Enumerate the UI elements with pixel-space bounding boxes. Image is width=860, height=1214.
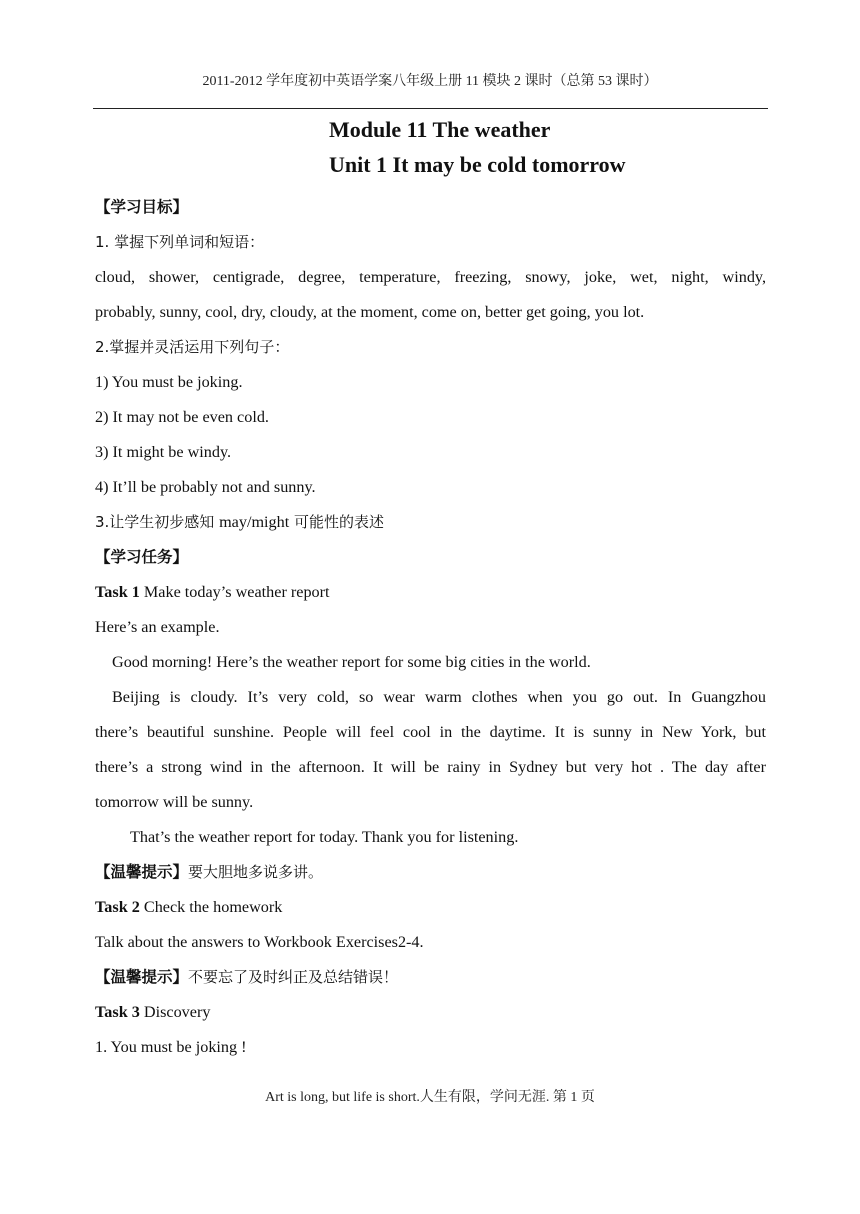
task-3-label: Task 3 (95, 1003, 140, 1021)
report-greeting: Good morning! Here’s the weather report for some big cities in the world. (112, 653, 591, 671)
task-3-name: Discovery (139, 1003, 211, 1021)
sentence-4: 4) It’ll be probably not and sunny. (95, 478, 316, 496)
task-2-tip-text: 不要忘了及时纠正及总结错误！ (188, 968, 399, 986)
report-line-4: tomorrow will be sunny. (95, 793, 254, 811)
report-line-2: there’s beautiful sunshine. People will feel cool in the daytime. It is sunny in New York, but (95, 723, 766, 741)
objective-3-suffix: 可能性的表述 (289, 513, 385, 531)
report-line-1: Beijing is cloudy. It’s very cold, so wear warm clothes when you go out. In Guangzhou (112, 688, 766, 706)
task-1-title (95, 575, 766, 610)
sentence-1: 1) You must be joking. (95, 373, 243, 391)
report-line-3: there’s a strong wind in the afternoon. It will be rainy in Sydney but very hot . The day after (95, 758, 766, 776)
sentence-3: 3) It might be windy. (95, 443, 232, 461)
task-2-title (95, 890, 766, 925)
task-1-label: Task 1 (95, 583, 140, 601)
objective-1: 1. 掌握下列单词和短语： (95, 233, 265, 251)
tasks-heading: 【学习任务】 (95, 548, 189, 566)
task-2-label: Task 2 (95, 898, 140, 916)
report-closing: That’s the weather report for today. Thank you for listening. (130, 828, 519, 846)
objective-2: 2.掌握并灵活运用下列句子： (95, 338, 290, 356)
objectives-heading: 【学习目标】 (95, 198, 189, 216)
header-divider (93, 108, 768, 109)
vocab-line-2: probably, sunny, cool, dry, cloudy, at the moment, come on, better get going, you lot. (95, 303, 645, 321)
objective-3-term: may/might (219, 513, 290, 531)
page-footer: Art is long, but life is short.人生有限，学问无涯. 第 1 页 (265, 1090, 595, 1105)
task-3-item-1: 1. You must be joking ! (95, 1038, 247, 1056)
module-title: Module 11 The weather (329, 117, 551, 142)
unit-title: Unit 1 It may be cold tomorrow (329, 152, 626, 177)
task-1-tip (95, 855, 766, 890)
task-2-tip-head: 【温馨提示】 (95, 968, 189, 986)
task-2-body: Talk about the answers to Workbook Exercises2-4. (95, 933, 424, 951)
document-body (95, 190, 766, 1065)
objective-3 (95, 505, 766, 540)
page-header: 2011-2012 学年度初中英语学案八年级上册 11 模块 2 课时（总第 53 课时） (202, 74, 658, 89)
sentence-2: 2) It may not be even cold. (95, 408, 269, 426)
vocab-line-1: cloud, shower, centigrade, degree, temperature, freezing, snowy, joke, wet, night, windy, (95, 268, 766, 286)
objective-3-prefix: 3.让学生初步感知 (95, 513, 220, 531)
example-intro: Here’s an example. (95, 618, 220, 636)
task-1-tip-text: 要大胆地多说多讲。 (188, 863, 324, 881)
task-1-name: Make today’s weather report (139, 583, 330, 601)
task-1-tip-head: 【温馨提示】 (95, 863, 189, 881)
task-2-tip (95, 960, 766, 995)
task-2-name: Check the homework (139, 898, 283, 916)
task-3-title (95, 995, 766, 1030)
